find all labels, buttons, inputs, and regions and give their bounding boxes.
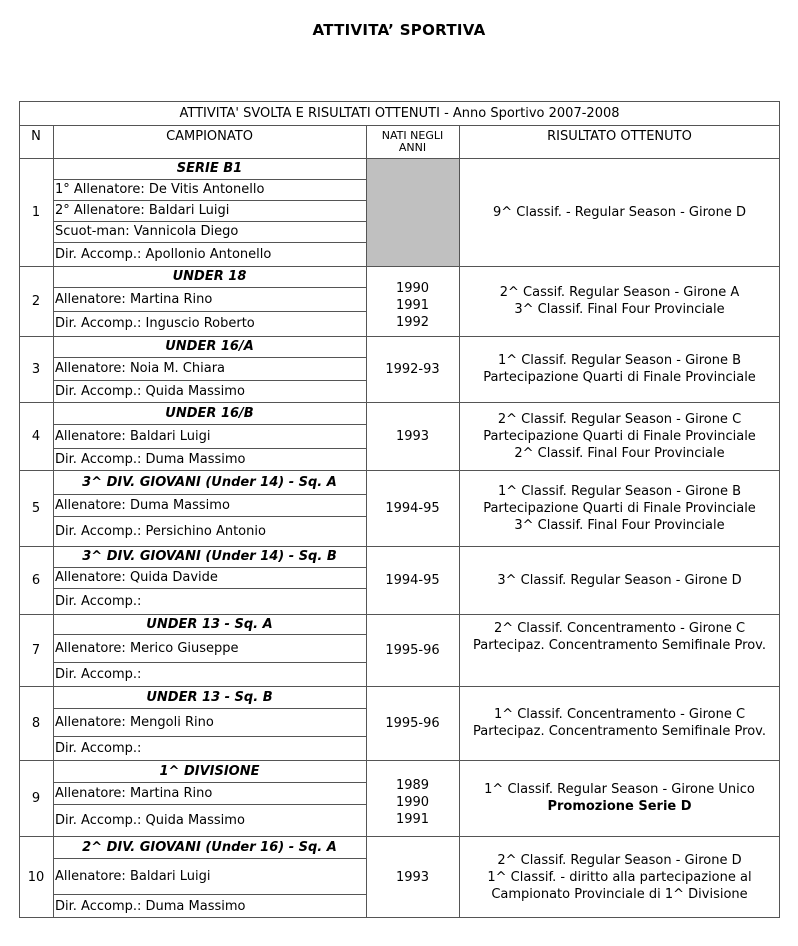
- risultato-cell: [459, 686, 780, 760]
- staff-line-text: Allenatore: Quida Davide: [55, 570, 218, 585]
- row-number: [19, 546, 53, 614]
- nati-year: 1991: [395, 811, 430, 827]
- row-number: [19, 686, 53, 760]
- staff-line: [53, 858, 368, 894]
- risultato-line: 9^ Classif. - Regular Season - Girone D: [492, 204, 747, 220]
- staff-line-text: Allenatore: Baldari Luigi: [55, 868, 211, 884]
- campionato-title: [53, 836, 366, 858]
- staff-line: [53, 448, 368, 470]
- risultato-cell: [459, 760, 780, 836]
- campionato-title-text: UNDER 18: [172, 269, 247, 284]
- staff-line: [53, 494, 368, 516]
- campionato-title-text: UNDER 13 - Sq. A: [146, 616, 273, 632]
- staff-line-text: Dir. Accomp.: Duma Massimo: [55, 898, 246, 914]
- nati-year: 1993: [395, 428, 430, 444]
- row-number-text: 1: [31, 204, 41, 220]
- header-campionato-text: CAMPIONATO: [166, 128, 253, 144]
- risultato-line: 2^ Classif. Final Four Provinciale: [514, 445, 725, 461]
- risultato-line: Partecipazione Quarti di Finale Provinciale: [483, 428, 756, 444]
- row-number-text: 8: [31, 715, 41, 731]
- staff-line: [53, 221, 368, 242]
- row-number: [19, 266, 53, 336]
- staff-line: [53, 782, 368, 804]
- nati-year: 1995-96: [385, 642, 440, 658]
- header-n-text: N: [31, 128, 41, 144]
- risultato-line: 1^ Classif. Regular Season - Girone B: [497, 483, 742, 499]
- risultato-line: Campionato Provinciale di 1^ Divisione: [491, 886, 748, 902]
- nati-year: 1994-95: [385, 500, 440, 516]
- risultato-cell: [459, 614, 780, 660]
- risultato-line: 1^ Classif. Regular Season - Girone B: [497, 353, 742, 368]
- risultato-cell: [459, 266, 780, 336]
- nati-year: 1995-96: [385, 715, 440, 731]
- staff-line-text: Allenatore: Baldari Luigi: [55, 428, 211, 444]
- campionato-title: [53, 614, 366, 634]
- staff-line: [53, 588, 368, 614]
- staff-line: [53, 662, 368, 686]
- row-number-text: 5: [31, 500, 41, 516]
- staff-line-text: Allenatore: Martina Rino: [55, 291, 213, 307]
- staff-line: [53, 567, 368, 588]
- campionato-title: [53, 546, 366, 567]
- campionato-title: [53, 402, 366, 424]
- nati-cell: [366, 336, 459, 402]
- header-col-rule: [366, 125, 367, 158]
- row-number-text: 10: [27, 869, 45, 885]
- staff-line: [53, 380, 368, 402]
- nati-year: 1989: [395, 777, 430, 793]
- staff-line-text: 2° Allenatore: Baldari Luigi: [55, 203, 230, 218]
- campionato-title-text: 3^ DIV. GIOVANI (Under 14) - Sq. B: [82, 549, 337, 564]
- staff-line-text: Scuot-man: Vannicola Diego: [55, 224, 239, 239]
- nati-empty-shaded-cell: [367, 159, 459, 266]
- risultato-line: Partecipaz. Concentramento Semifinale Prov.: [473, 724, 766, 739]
- staff-line-text: Dir. Accomp.:: [55, 666, 142, 682]
- campionato-title-text: 2^ DIV. GIOVANI (Under 16) - Sq. A: [82, 839, 337, 855]
- table-caption: [19, 101, 780, 125]
- risultato-line: Partecipazione Quarti di Finale Provinciale: [483, 500, 756, 516]
- staff-line: [53, 242, 368, 266]
- nati-year: 1994-95: [385, 572, 440, 588]
- campionato-title-text: UNDER 16/B: [165, 405, 254, 421]
- page-title: ATTIVITA’ SPORTIVA: [312, 21, 486, 39]
- risultato-cell: [459, 336, 780, 402]
- staff-line-text: 1° Allenatore: De Vitis Antonello: [55, 182, 265, 197]
- header-risultato: [459, 125, 780, 147]
- risultato-line: 2^ Classif. Concentramento - Girone C: [493, 620, 746, 636]
- row-number: [19, 158, 53, 266]
- campionato-title-text: UNDER 16/A: [165, 339, 254, 354]
- risultato-line: 2^ Classif. Regular Season - Girone D: [497, 852, 742, 868]
- staff-line-text: Dir. Accomp.: Duma Massimo: [55, 451, 246, 467]
- staff-line: [53, 708, 368, 736]
- risultato-cell: [459, 836, 780, 918]
- row-number-text: 9: [31, 790, 41, 806]
- staff-line-text: Dir. Accomp.: Quida Massimo: [55, 383, 245, 399]
- staff-line-text: Allenatore: Martina Rino: [55, 785, 213, 801]
- campionato-title: [53, 760, 366, 782]
- nati-year: 1992: [395, 314, 430, 330]
- risultato-line: 3^ Classif. Regular Season - Girone D: [497, 572, 742, 588]
- staff-line: [53, 311, 368, 336]
- staff-line-text: Allenatore: Merico Giuseppe: [55, 640, 239, 656]
- staff-line: [53, 804, 368, 836]
- campionato-title-text: UNDER 13 - Sq. B: [146, 689, 273, 705]
- campionato-title: [53, 686, 366, 708]
- row-number: [19, 760, 53, 836]
- campionato-title: [53, 470, 366, 494]
- risultato-line: Partecipazione Quarti di Finale Provinciale: [483, 370, 756, 385]
- risultato-line: 2^ Cassif. Regular Season - Girone A: [499, 285, 740, 300]
- staff-line-text: Allenatore: Duma Massimo: [55, 497, 230, 513]
- row-number: [19, 614, 53, 686]
- nati-year: 1990: [395, 280, 430, 296]
- risultato-line: 1^ Classif. Regular Season - Girone Unico: [484, 782, 755, 797]
- risultato-line: 3^ Classif. Final Four Provinciale: [514, 517, 725, 533]
- nati-cell: [366, 614, 459, 686]
- row-number: [19, 402, 53, 470]
- staff-line-text: Dir. Accomp.:: [55, 593, 142, 609]
- campionato-title: [53, 158, 366, 179]
- staff-line: [53, 894, 368, 918]
- nati-cell: [366, 402, 459, 470]
- risultato-cell: [459, 546, 780, 614]
- staff-line: [53, 357, 368, 380]
- staff-line: [53, 516, 368, 546]
- nati-cell: [366, 274, 459, 336]
- staff-line-text: Dir. Accomp.: Inguscio Roberto: [55, 316, 255, 331]
- header-nati: [366, 128, 459, 156]
- staff-line-text: Allenatore: Noia M. Chiara: [55, 361, 226, 376]
- campionato-title-text: 3^ DIV. GIOVANI (Under 14) - Sq. A: [82, 474, 337, 490]
- staff-line-text: Dir. Accomp.: Apollonio Antonello: [55, 246, 272, 262]
- risultato-line: 2^ Classif. Regular Season - Girone C: [497, 411, 742, 427]
- header-col-rule: [459, 125, 460, 158]
- risultato-cell: [459, 470, 780, 546]
- nati-cell: [366, 470, 459, 546]
- risultato-cell: [459, 158, 780, 266]
- nati-cell: [366, 768, 459, 836]
- row-number-text: 7: [31, 642, 41, 658]
- row-number-text: 4: [31, 428, 41, 444]
- results-table: [19, 101, 780, 918]
- nati-year: 1993: [395, 869, 430, 885]
- row-number-text: 3: [31, 361, 41, 377]
- header-nati-line: ANNI: [398, 141, 427, 154]
- row-number-text: 2: [31, 293, 41, 309]
- risultato-line: 3^ Classif. Final Four Provinciale: [514, 302, 725, 317]
- risultato-line: 1^ Classif. - diritto alla partecipazione al: [487, 869, 752, 885]
- nati-year: 1992-93: [385, 361, 440, 377]
- staff-line: [53, 736, 368, 760]
- staff-line-text: Dir. Accomp.: Persichino Antonio: [55, 523, 266, 539]
- table-caption-text: ATTIVITA' SVOLTA E RISULTATI OTTENUTI - Anno Sportivo 2007-2008: [179, 105, 620, 121]
- staff-line: [53, 424, 368, 448]
- nati-year: 1991: [395, 297, 430, 313]
- row-number-text: 6: [31, 572, 41, 588]
- risultato-line: 1^ Classif. Concentramento - Girone C: [493, 707, 746, 722]
- staff-line-text: Dir. Accomp.:: [55, 740, 142, 756]
- campionato-title-text: 1^ DIVISIONE: [159, 763, 260, 779]
- risultato-line: Promozione Serie D: [547, 799, 692, 814]
- risultato-line: Partecipaz. Concentramento Semifinale Prov.: [473, 637, 766, 653]
- campionato-title: [53, 336, 366, 357]
- row-number: [19, 470, 53, 546]
- staff-line: [53, 179, 368, 200]
- staff-line: [53, 634, 368, 662]
- campionato-title-text: SERIE B1: [176, 161, 243, 176]
- header-n: [19, 125, 53, 147]
- nati-cell: [366, 686, 459, 760]
- header-campionato: [53, 125, 366, 147]
- header-col-rule: [53, 125, 54, 158]
- risultato-cell: [459, 402, 780, 470]
- nati-cell: [366, 546, 459, 614]
- row-number: [19, 336, 53, 402]
- staff-line-text: Allenatore: Mengoli Rino: [55, 714, 214, 730]
- nati-year: 1990: [395, 794, 430, 810]
- staff-line: [53, 287, 368, 311]
- nati-cell: [366, 836, 459, 918]
- campionato-title: [53, 266, 366, 287]
- header-risultato-text: RISULTATO OTTENUTO: [547, 128, 692, 144]
- staff-line-text: Dir. Accomp.: Quida Massimo: [55, 812, 245, 828]
- staff-line: [53, 200, 368, 221]
- header-nati-line: NATI NEGLI: [381, 129, 444, 142]
- row-number: [19, 836, 53, 918]
